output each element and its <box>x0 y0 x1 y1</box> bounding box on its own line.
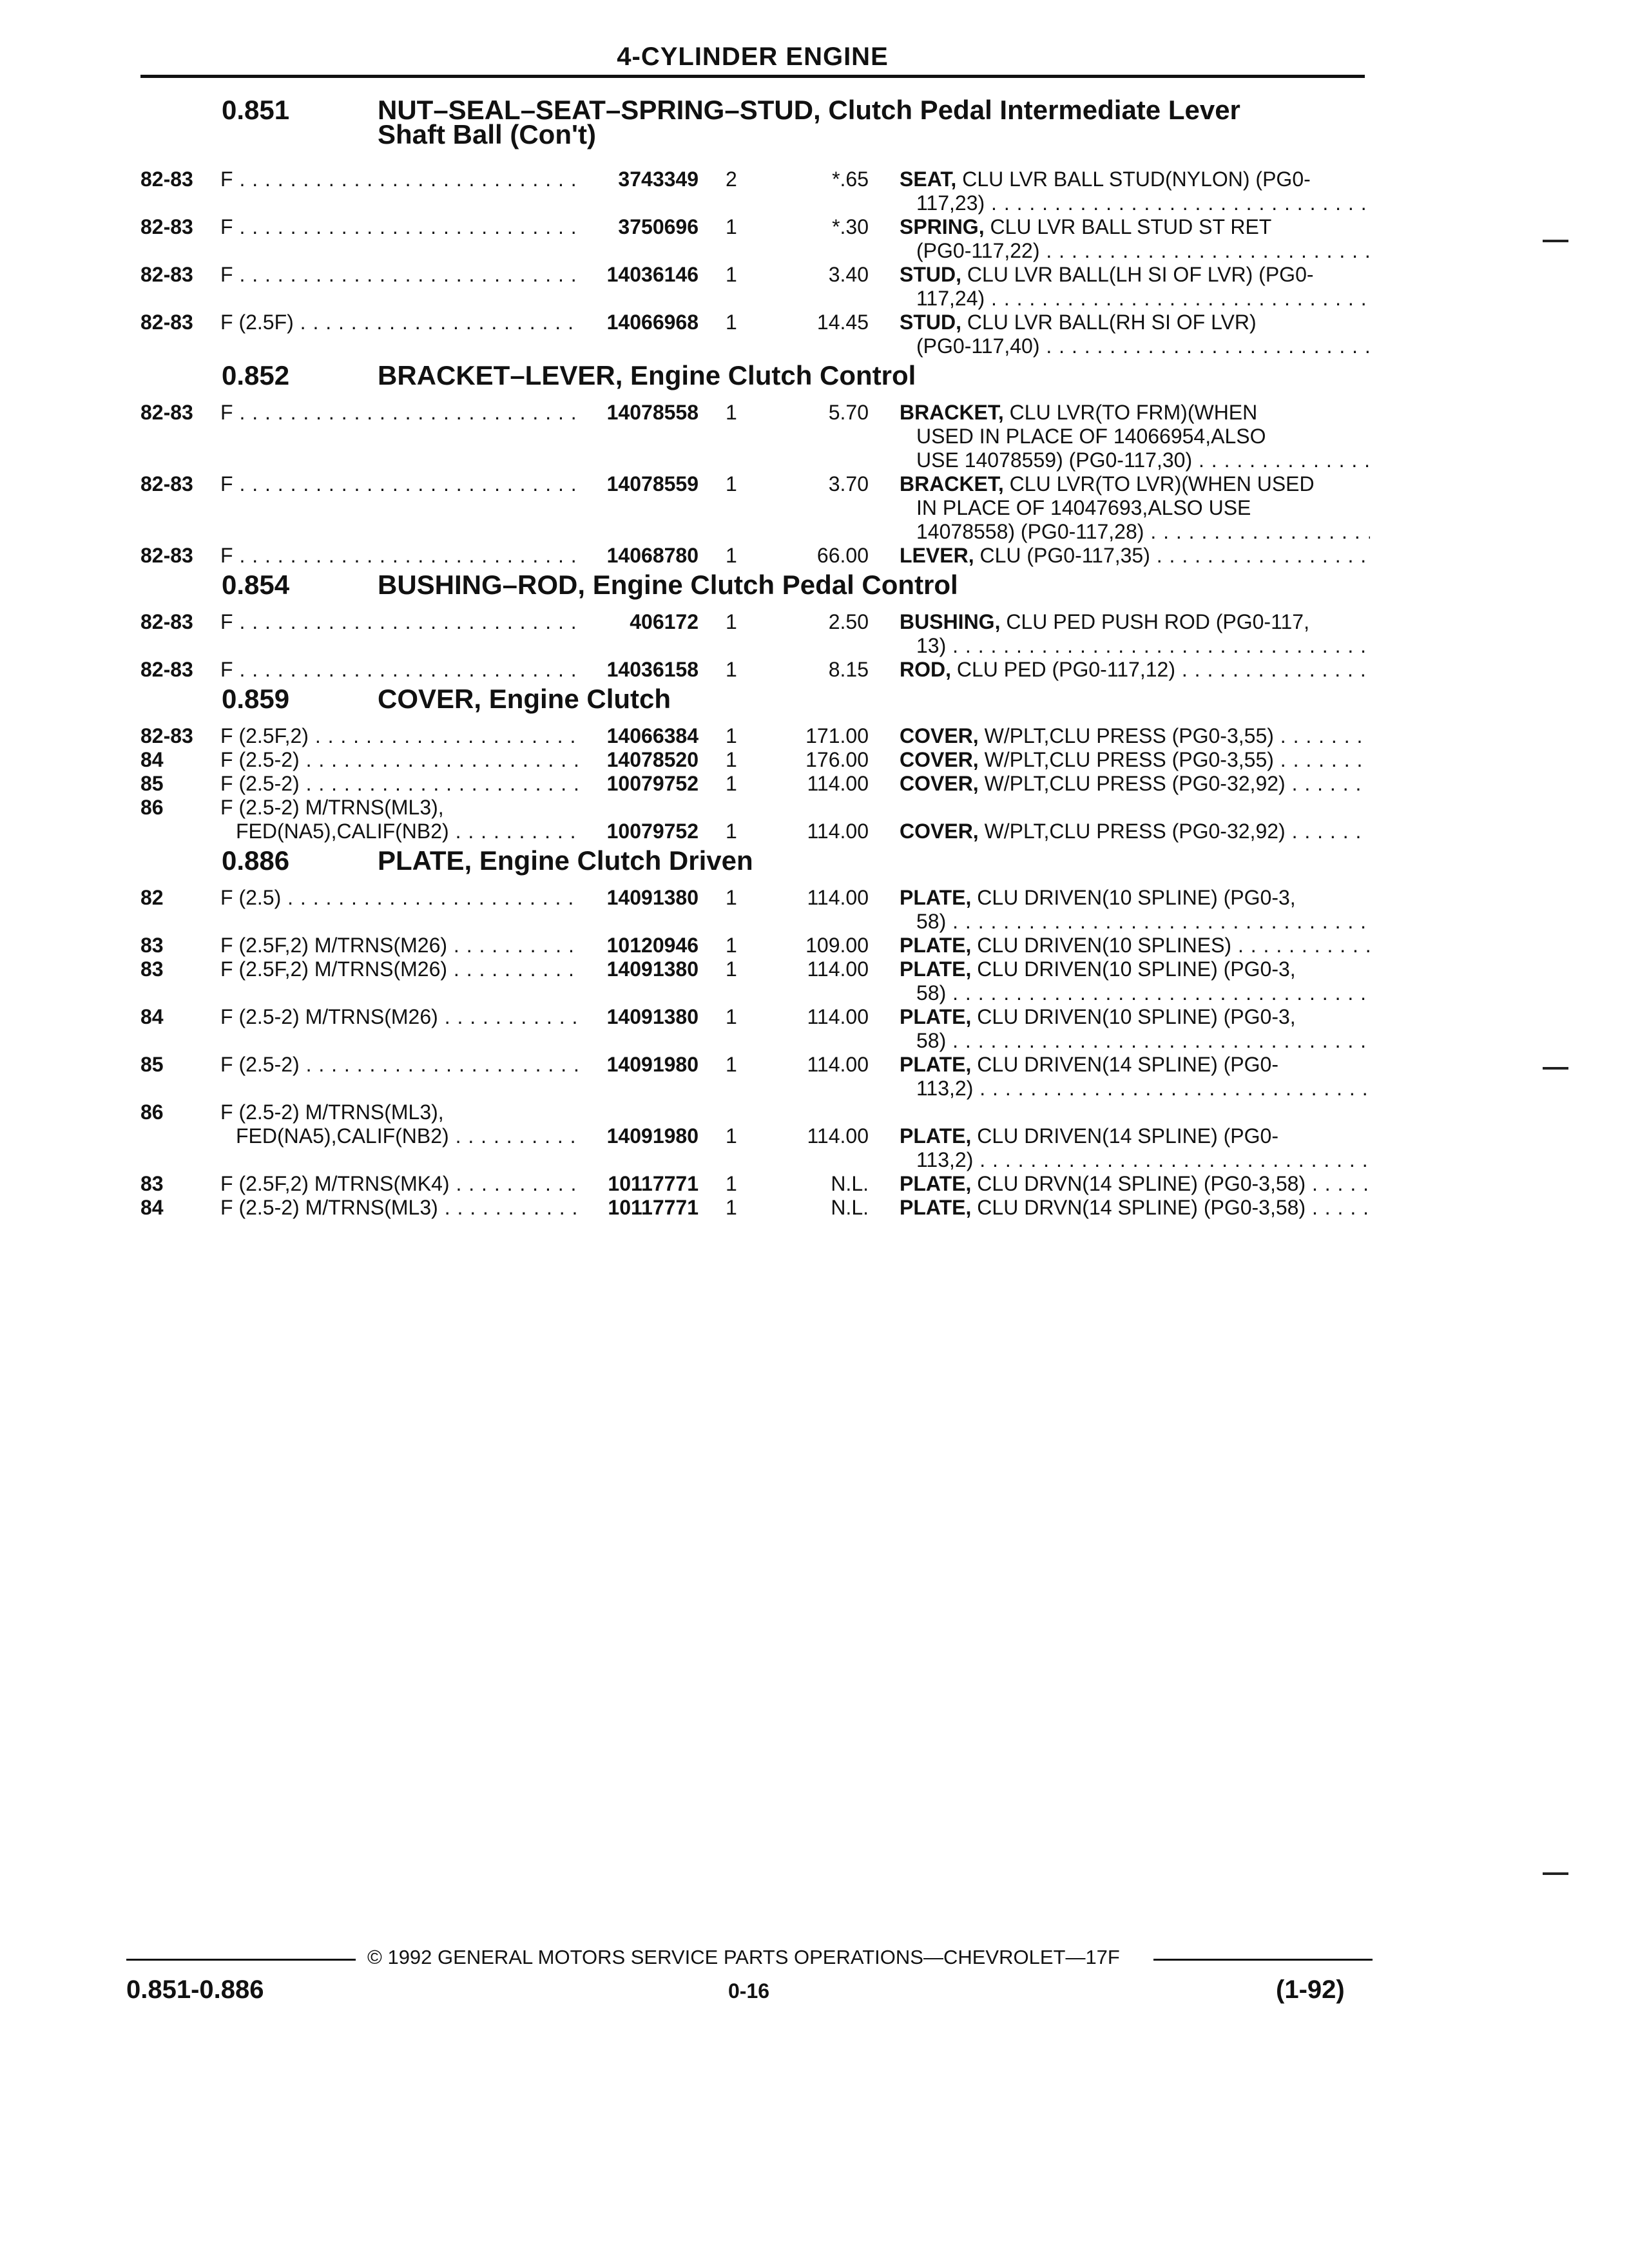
model-year: 82-83 <box>140 263 193 286</box>
application-line: F (2.5-2) . . . <box>220 1053 594 1077</box>
section-title: COVER, Engine Clutch <box>378 684 671 714</box>
description <box>900 957 1370 1005</box>
description-line <box>900 401 1370 425</box>
description-line <box>900 981 1370 1005</box>
section-title: BRACKET–LEVER, Engine Clutch Control <box>378 360 916 390</box>
application <box>220 1053 594 1077</box>
application <box>220 610 594 634</box>
description <box>900 168 1370 215</box>
description-line <box>900 191 1370 215</box>
application <box>220 1196 594 1220</box>
margin-mark <box>1543 240 1568 242</box>
description <box>900 1053 1370 1100</box>
description-line <box>900 820 1370 843</box>
application-line: F (2.5F,2) M/TRNS(M26) . . . <box>220 957 594 981</box>
description <box>900 934 1370 957</box>
footer-page-number: 0-16 <box>728 1979 770 2003</box>
part-number: 14036158 <box>580 658 699 682</box>
section-code: 0.859 <box>222 684 290 714</box>
application <box>220 957 594 981</box>
quantity: 1 <box>726 957 737 981</box>
application-line: FED(NA5),CALIF(NB2) . . . <box>220 1124 594 1148</box>
description-text: CLU PED PUSH ROD (PG0-117, <box>1006 610 1309 633</box>
price: 114.00 <box>807 1124 869 1148</box>
part-name: PLATE, <box>900 886 972 909</box>
description-line <box>900 957 1370 981</box>
part-name: COVER, <box>900 748 979 771</box>
description-text: 117,23) <box>916 191 985 215</box>
description-line <box>900 287 1370 311</box>
description-text: 117,24) <box>916 287 985 310</box>
application-line: F (2.5F,2) . . . <box>220 724 594 748</box>
description-text: CLU LVR BALL(LH SI OF LVR) (PG0- <box>967 263 1314 286</box>
price: 3.40 <box>828 263 869 286</box>
description-line <box>900 168 1370 191</box>
part-name: STUD, <box>900 263 961 286</box>
application-line: F . . . <box>220 168 594 191</box>
application <box>220 168 594 191</box>
model-year: 86 <box>140 1100 164 1124</box>
part-number: 14036146 <box>580 263 699 287</box>
description-line <box>900 334 1370 358</box>
application-line: F (2.5F) . . . <box>220 311 594 334</box>
quantity: 1 <box>726 1053 737 1076</box>
part-name: PLATE, <box>900 1005 972 1028</box>
part-name: PLATE, <box>900 1124 972 1148</box>
section-title-continued: Shaft Ball (Con't) <box>378 119 596 149</box>
description <box>900 215 1370 263</box>
part-number: 14078558 <box>580 401 699 425</box>
description-line <box>900 1029 1370 1053</box>
quantity: 1 <box>726 886 737 909</box>
price: 8.15 <box>828 658 869 681</box>
part-name: BRACKET, <box>900 401 1004 424</box>
price: 114.00 <box>807 957 869 981</box>
description-line <box>900 425 1370 448</box>
part-name: COVER, <box>900 724 979 747</box>
description-text: 113,2) <box>916 1077 974 1100</box>
application <box>220 886 594 910</box>
description-text: CLU LVR BALL STUD(NYLON) (PG0- <box>962 168 1311 191</box>
price: 66.00 <box>816 544 869 567</box>
part-name: PLATE, <box>900 934 972 957</box>
description-text: CLU DRIVEN(10 SPLINES) <box>977 934 1232 957</box>
application <box>220 748 594 772</box>
part-name: PLATE, <box>900 1172 972 1195</box>
part-name: PLATE, <box>900 1053 972 1076</box>
application-line: FED(NA5),CALIF(NB2) . . . <box>220 820 594 843</box>
quantity: 1 <box>726 401 737 424</box>
description <box>900 658 1370 682</box>
description-text: CLU DRIVEN(14 SPLINE) (PG0- <box>977 1124 1278 1148</box>
description-line <box>900 263 1370 287</box>
quantity: 1 <box>726 215 737 238</box>
part-name: BRACKET, <box>900 472 1004 495</box>
quantity: 1 <box>726 263 737 286</box>
model-year: 85 <box>140 1053 164 1076</box>
part-name: ROD, <box>900 658 951 681</box>
description-line <box>900 772 1370 796</box>
description-text: W/PLT,CLU PRESS (PG0-32,92) <box>984 772 1286 795</box>
description-line <box>900 472 1370 496</box>
quantity: 1 <box>726 472 737 495</box>
description <box>900 748 1370 772</box>
description-text: CLU DRVN(14 SPLINE) (PG0-3,58) <box>977 1172 1306 1195</box>
quantity: 1 <box>726 1196 737 1219</box>
price: 2.50 <box>828 610 869 633</box>
part-number: 3750696 <box>580 215 699 239</box>
quantity: 1 <box>726 311 737 334</box>
price: 114.00 <box>807 1053 869 1076</box>
application <box>220 544 594 568</box>
part-number: 10120946 <box>580 934 699 957</box>
price: 5.70 <box>828 401 869 424</box>
part-name: COVER, <box>900 772 979 795</box>
quantity: 1 <box>726 1005 737 1028</box>
part-number: 10079752 <box>580 772 699 796</box>
application <box>220 796 594 843</box>
section-code: 0.886 <box>222 845 290 876</box>
model-year: 85 <box>140 772 164 795</box>
description-text: CLU LVR(TO FRM)(WHEN <box>1009 401 1258 424</box>
price: 114.00 <box>807 772 869 795</box>
application-line: F (2.5F,2) M/TRNS(MK4) . . . <box>220 1172 594 1196</box>
price: 3.70 <box>828 472 869 495</box>
description-line <box>900 239 1370 263</box>
description-line <box>900 934 1370 957</box>
description-text: W/PLT,CLU PRESS (PG0-3,55) <box>984 724 1274 747</box>
price: 176.00 <box>805 748 869 771</box>
model-year: 82-83 <box>140 472 193 495</box>
footer-section-range: 0.851-0.886 <box>126 1975 264 2004</box>
application <box>220 1005 594 1029</box>
description <box>900 263 1370 311</box>
description-line <box>900 1005 1370 1029</box>
model-year: 83 <box>140 1172 164 1195</box>
quantity: 1 <box>726 1124 737 1148</box>
application-line: F (2.5-2) . . . <box>220 772 594 796</box>
price: 14.45 <box>816 311 869 334</box>
description-line <box>900 215 1370 239</box>
margin-mark <box>1543 1067 1568 1070</box>
description <box>900 610 1370 658</box>
part-number: 14078520 <box>580 748 699 772</box>
description-text: USED IN PLACE OF 14066954,ALSO <box>916 425 1266 448</box>
description <box>900 1196 1370 1220</box>
description-text: CLU LVR BALL(RH SI OF LVR) <box>967 311 1257 334</box>
part-number: 3743349 <box>580 168 699 191</box>
description-line <box>900 1124 1370 1148</box>
part-number: 14078559 <box>580 472 699 496</box>
description <box>900 311 1370 358</box>
part-number: 14091380 <box>580 886 699 910</box>
description-text: IN PLACE OF 14047693,ALSO USE <box>916 496 1251 519</box>
application-line: F (2.5-2) M/TRNS(ML3) . . . <box>220 1196 594 1220</box>
model-year: 82-83 <box>140 544 193 567</box>
application <box>220 772 594 796</box>
description-text: 113,2) <box>916 1148 974 1171</box>
price: 114.00 <box>807 820 869 843</box>
part-number: 14066384 <box>580 724 699 748</box>
part-number: 14066968 <box>580 311 699 334</box>
description-text: 58) <box>916 910 947 933</box>
description-text: CLU DRVN(14 SPLINE) (PG0-3,58) <box>977 1196 1306 1219</box>
application-line: F (2.5-2) M/TRNS(M26) . . . <box>220 1005 594 1029</box>
description-text: USE 14078559) (PG0-117,30) <box>916 448 1193 472</box>
description <box>900 472 1370 544</box>
part-name: SPRING, <box>900 215 985 238</box>
application-line: F . . . <box>220 263 594 287</box>
description-text: (PG0-117,40) <box>916 334 1040 358</box>
application <box>220 934 594 957</box>
application <box>220 1100 594 1148</box>
application-line: F . . . <box>220 544 594 568</box>
description-line <box>900 724 1370 748</box>
quantity: 1 <box>726 772 737 795</box>
description-line <box>900 1148 1370 1172</box>
description-text: CLU DRIVEN(10 SPLINE) (PG0-3, <box>977 886 1296 909</box>
part-name: STUD, <box>900 311 961 334</box>
part-name: SEAT, <box>900 168 957 191</box>
quantity: 1 <box>726 724 737 747</box>
application-line: F . . . <box>220 472 594 496</box>
description <box>900 772 1370 796</box>
description <box>900 1124 1370 1172</box>
application-line: F (2.5-2) M/TRNS(ML3), <box>220 1100 444 1124</box>
model-year: 83 <box>140 934 164 957</box>
description-text: 14078558) (PG0-117,28) <box>916 520 1144 543</box>
price: 114.00 <box>807 886 869 909</box>
part-number: 10117771 <box>580 1196 699 1220</box>
description-text: W/PLT,CLU PRESS (PG0-32,92) <box>984 820 1286 843</box>
footer-date: (1-92) <box>1276 1975 1345 2004</box>
description-line <box>900 1077 1370 1100</box>
description <box>900 401 1370 472</box>
application-line: F (2.5-2) . . . <box>220 748 594 772</box>
description-text: CLU DRIVEN(10 SPLINE) (PG0-3, <box>977 957 1296 981</box>
section-code: 0.851 <box>222 95 290 125</box>
description-text: (PG0-117,22) <box>916 239 1040 262</box>
quantity: 1 <box>726 658 737 681</box>
part-number: 14068780 <box>580 544 699 568</box>
model-year: 84 <box>140 748 164 771</box>
description-text: 13) <box>916 634 947 657</box>
part-number: 14091380 <box>580 1005 699 1029</box>
section-code: 0.852 <box>222 360 290 390</box>
description-line <box>900 496 1370 520</box>
application-line: F . . . <box>220 658 594 682</box>
model-year: 86 <box>140 796 164 819</box>
quantity: 1 <box>726 1172 737 1195</box>
model-year: 82-83 <box>140 401 193 424</box>
description-line <box>900 1172 1370 1196</box>
price: *.30 <box>832 215 869 238</box>
margin-mark <box>1543 1872 1568 1875</box>
section-title: PLATE, Engine Clutch Driven <box>378 845 753 876</box>
description <box>900 544 1370 568</box>
footer-copyright: © 1992 GENERAL MOTORS SERVICE PARTS OPERATIONS—CHEVROLET—17F <box>367 1946 1120 1968</box>
application <box>220 724 594 748</box>
part-number: 14091980 <box>580 1124 699 1148</box>
description-text: 58) <box>916 1029 947 1052</box>
application-line: F . . . <box>220 610 594 634</box>
application <box>220 1172 594 1196</box>
description <box>900 724 1370 748</box>
application <box>220 215 594 239</box>
description <box>900 1005 1370 1053</box>
description-text: W/PLT,CLU PRESS (PG0-3,55) <box>984 748 1274 771</box>
description <box>900 886 1370 934</box>
description-text: CLU (PG0-117,35) <box>979 544 1150 567</box>
quantity: 2 <box>726 168 737 191</box>
application <box>220 311 594 334</box>
part-name: PLATE, <box>900 957 972 981</box>
description-line <box>900 311 1370 334</box>
part-name: COVER, <box>900 820 979 843</box>
price: 114.00 <box>807 1005 869 1028</box>
description-text: CLU LVR BALL STUD ST RET <box>990 215 1272 238</box>
model-year: 82-83 <box>140 215 193 238</box>
application-line: F . . . <box>220 401 594 425</box>
description-line <box>900 1053 1370 1077</box>
description-line <box>900 544 1370 568</box>
description <box>900 1172 1370 1196</box>
part-name: BUSHING, <box>900 610 1001 633</box>
model-year: 82-83 <box>140 168 193 191</box>
quantity: 1 <box>726 610 737 633</box>
application-line: F (2.5) . . . <box>220 886 594 910</box>
application <box>220 401 594 425</box>
application <box>220 658 594 682</box>
part-name: PLATE, <box>900 1196 972 1219</box>
description-text: CLU LVR(TO LVR)(WHEN USED <box>1009 472 1315 495</box>
part-number: 14091980 <box>580 1053 699 1077</box>
part-number: 14091380 <box>580 957 699 981</box>
application-line: F (2.5F,2) M/TRNS(M26) . . . <box>220 934 594 957</box>
section-title: NUT–SEAL–SEAT–SPRING–STUD, Clutch Pedal Intermediate Lever <box>378 95 1240 125</box>
description-line <box>900 448 1370 472</box>
description-line <box>900 634 1370 658</box>
part-number: 10079752 <box>580 820 699 843</box>
application <box>220 263 594 287</box>
description <box>900 820 1370 843</box>
price: N.L. <box>831 1196 869 1219</box>
application-line: F . . . <box>220 215 594 239</box>
description-line <box>900 520 1370 544</box>
page-title: 4-CYLINDER ENGINE <box>617 43 889 71</box>
description-line <box>900 886 1370 910</box>
model-year: 82 <box>140 886 164 909</box>
price: N.L. <box>831 1172 869 1195</box>
description-line <box>900 610 1370 634</box>
description-line <box>900 748 1370 772</box>
description-line <box>900 910 1370 934</box>
model-year: 82-83 <box>140 658 193 681</box>
quantity: 1 <box>726 544 737 567</box>
description-text: CLU PED (PG0-117,12) <box>956 658 1175 681</box>
application-line: F (2.5-2) M/TRNS(ML3), <box>220 796 444 819</box>
part-name: LEVER, <box>900 544 974 567</box>
description-line <box>900 1196 1370 1220</box>
price: 171.00 <box>805 724 869 747</box>
quantity: 1 <box>726 748 737 771</box>
model-year: 82-83 <box>140 610 193 633</box>
part-number: 406172 <box>580 610 699 634</box>
application <box>220 472 594 496</box>
model-year: 84 <box>140 1005 164 1028</box>
price: *.65 <box>832 168 869 191</box>
description-line <box>900 658 1370 682</box>
description-text: CLU DRIVEN(10 SPLINE) (PG0-3, <box>977 1005 1296 1028</box>
description-text: CLU DRIVEN(14 SPLINE) (PG0- <box>977 1053 1278 1076</box>
model-year: 82-83 <box>140 724 193 747</box>
model-year: 83 <box>140 957 164 981</box>
section-title: BUSHING–ROD, Engine Clutch Pedal Control <box>378 570 958 600</box>
quantity: 1 <box>726 934 737 957</box>
price: 109.00 <box>805 934 869 957</box>
description-text: 58) <box>916 981 947 1004</box>
part-number: 10117771 <box>580 1172 699 1196</box>
quantity: 1 <box>726 820 737 843</box>
model-year: 82-83 <box>140 311 193 334</box>
model-year: 84 <box>140 1196 164 1219</box>
section-code: 0.854 <box>222 570 290 600</box>
